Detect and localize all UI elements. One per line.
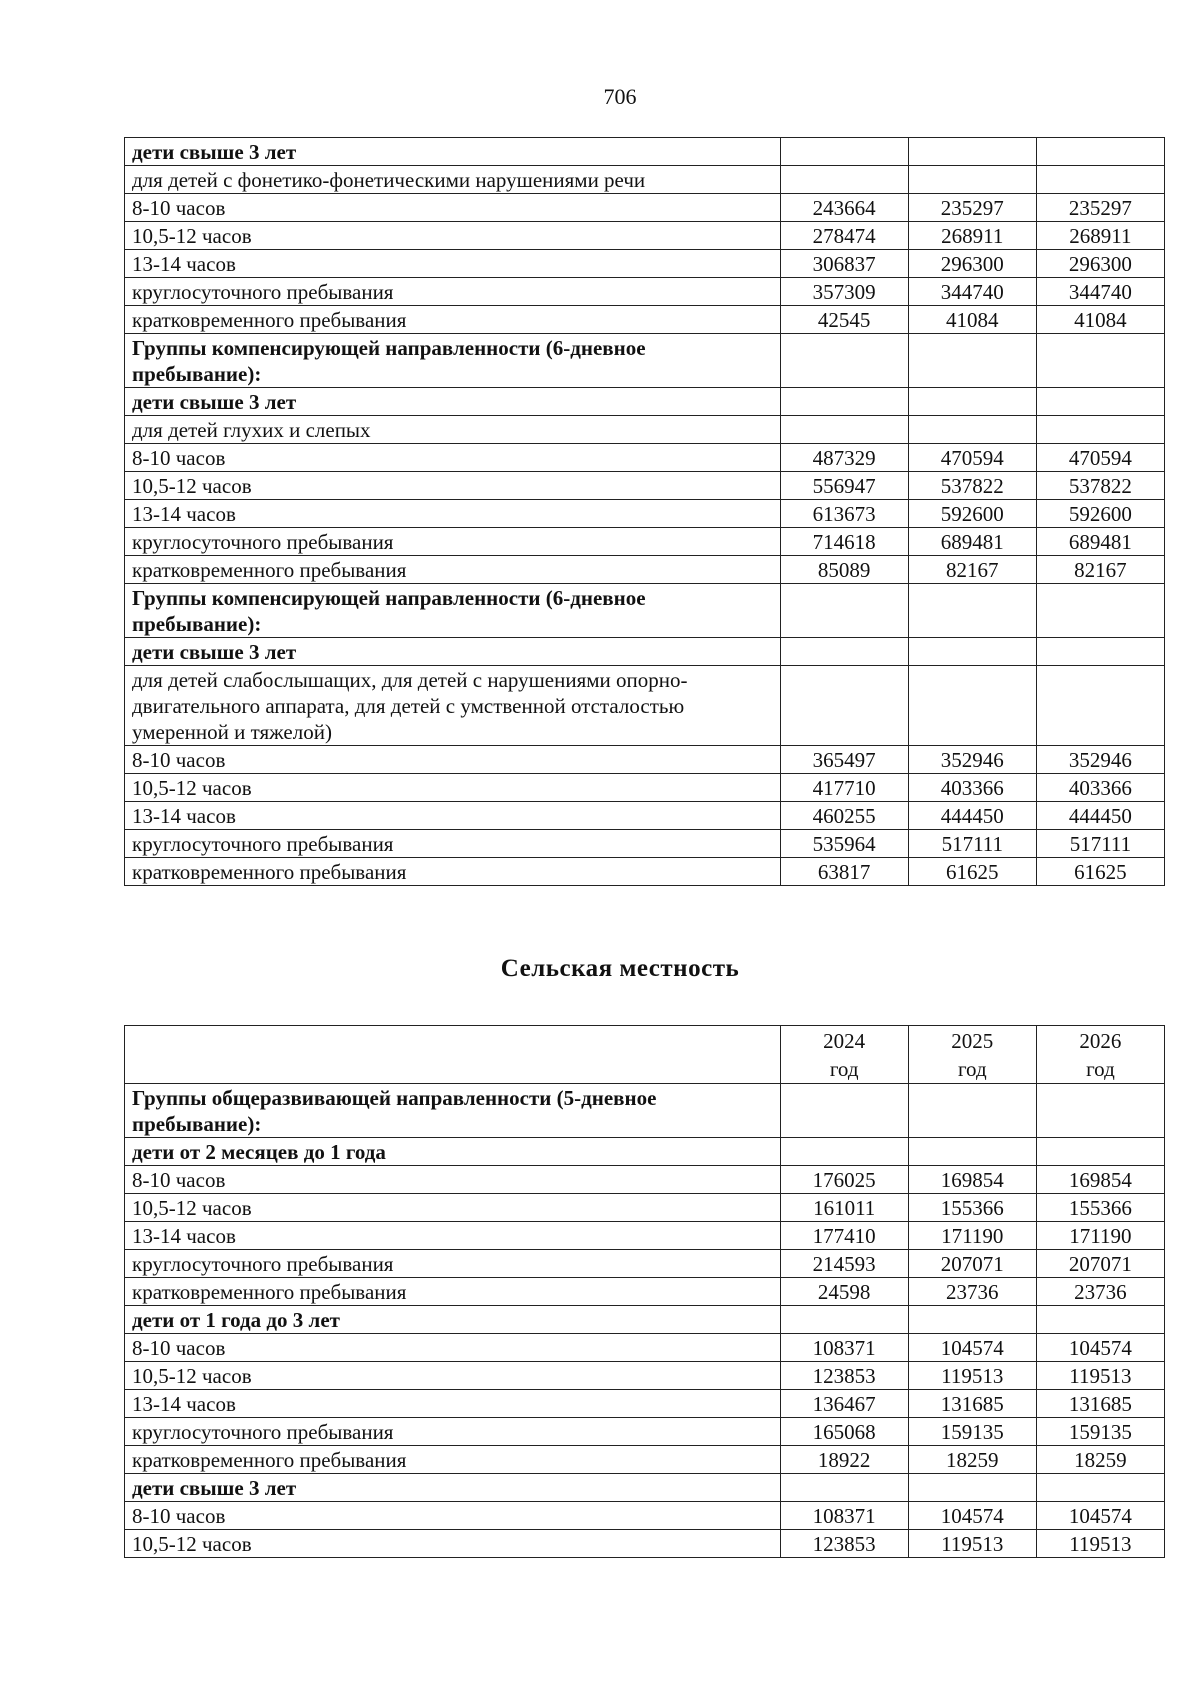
value-2026: 689481 [1036,528,1164,556]
table-row [125,278,1165,306]
table-header-row [125,1026,1165,1084]
value-2024: 136467 [780,1390,908,1418]
row-label: дети свыше 3 лет [125,138,781,166]
value-2025: 592600 [908,500,1036,528]
value-2025: 403366 [908,774,1036,802]
value-2026: 444450 [1036,802,1164,830]
row-label: 10,5-12 часов [125,774,781,802]
table-row [125,194,1165,222]
value-2025: 155366 [908,1194,1036,1222]
row-label: 13-14 часов [125,1390,781,1418]
value-2025 [908,584,1036,638]
row-label: дети свыше 3 лет [125,1474,781,1502]
header-year-2026: 2026 год [1036,1026,1164,1084]
value-2024: 42545 [780,306,908,334]
table-row [125,746,1165,774]
value-2025: 235297 [908,194,1036,222]
cost-table-urban-continued [124,137,1165,886]
row-label: круглосуточного пребывания [125,1418,781,1446]
value-2025 [908,638,1036,666]
table-row [125,472,1165,500]
value-2024: 165068 [780,1418,908,1446]
value-2025: 104574 [908,1502,1036,1530]
table-row [125,802,1165,830]
value-2026: 119513 [1036,1530,1164,1558]
value-2025 [908,138,1036,166]
table-row [125,528,1165,556]
header-year-2025: 2025 год [908,1026,1036,1084]
value-2025: 207071 [908,1250,1036,1278]
value-2024 [780,584,908,638]
value-2024: 63817 [780,858,908,886]
row-label: 8-10 часов [125,1334,781,1362]
table-row [125,1530,1165,1558]
value-2024: 714618 [780,528,908,556]
value-2026 [1036,1084,1164,1138]
table-row [125,1474,1165,1502]
value-2024 [780,416,908,444]
value-2026: 470594 [1036,444,1164,472]
value-2024: 365497 [780,746,908,774]
row-label: для детей слабослышащих, для детей с нарушениями опорно-двигательного аппарата, для детей с умственной отсталостью умеренной и тяжелой) [125,666,781,746]
value-2026 [1036,416,1164,444]
row-label: 13-14 часов [125,1222,781,1250]
row-label: Группы компенсирующей направленности (6-дневное пребывание): [125,334,781,388]
value-2025: 119513 [908,1362,1036,1390]
row-label: 10,5-12 часов [125,472,781,500]
value-2026: 171190 [1036,1222,1164,1250]
value-2026: 352946 [1036,746,1164,774]
value-2025: 689481 [908,528,1036,556]
value-2026 [1036,1138,1164,1166]
table-row [125,774,1165,802]
value-2026: 131685 [1036,1390,1164,1418]
value-2025: 444450 [908,802,1036,830]
value-2026 [1036,334,1164,388]
header-year-2024: 2024 год [780,1026,908,1084]
value-2024: 161011 [780,1194,908,1222]
value-2024: 123853 [780,1362,908,1390]
value-2026 [1036,138,1164,166]
row-label: кратковременного пребывания [125,1278,781,1306]
value-2026: 61625 [1036,858,1164,886]
value-2025 [908,334,1036,388]
value-2026 [1036,1474,1164,1502]
value-2024: 487329 [780,444,908,472]
row-label: кратковременного пребывания [125,306,781,334]
table-body [125,1084,1165,1558]
value-2026: 268911 [1036,222,1164,250]
table-row [125,830,1165,858]
value-2026 [1036,1306,1164,1334]
value-2026 [1036,666,1164,746]
value-2024: 243664 [780,194,908,222]
table-row [125,638,1165,666]
row-label: кратковременного пребывания [125,556,781,584]
value-2024: 278474 [780,222,908,250]
row-label: дети от 1 года до 3 лет [125,1306,781,1334]
value-2026: 235297 [1036,194,1164,222]
value-2024 [780,138,908,166]
value-2024 [780,1138,908,1166]
value-2025: 18259 [908,1446,1036,1474]
row-label: кратковременного пребывания [125,858,781,886]
value-2025 [908,166,1036,194]
value-2025: 537822 [908,472,1036,500]
table-row [125,1194,1165,1222]
value-2024: 123853 [780,1530,908,1558]
value-2025: 119513 [908,1530,1036,1558]
value-2024: 214593 [780,1250,908,1278]
row-label: для детей глухих и слепых [125,416,781,444]
value-2026: 344740 [1036,278,1164,306]
row-label: 10,5-12 часов [125,1362,781,1390]
row-label: для детей с фонетико-фонетическими нарушениями речи [125,166,781,194]
row-label: Группы компенсирующей направленности (6-дневное пребывание): [125,584,781,638]
table-row [125,556,1165,584]
value-2024 [780,1306,908,1334]
row-label: Группы общеразвивающей направленности (5-дневное пребывание): [125,1084,781,1138]
value-2024: 417710 [780,774,908,802]
value-2025: 169854 [908,1166,1036,1194]
table-row [125,1362,1165,1390]
table-body [125,138,1165,886]
table-row [125,1390,1165,1418]
value-2026 [1036,388,1164,416]
table-row [125,1334,1165,1362]
table-row [125,858,1165,886]
cost-table-rural [124,1025,1165,1558]
value-2024: 177410 [780,1222,908,1250]
table-row [125,138,1165,166]
value-2024: 176025 [780,1166,908,1194]
value-2026: 155366 [1036,1194,1164,1222]
header-label-cell [125,1026,781,1084]
value-2024: 18922 [780,1446,908,1474]
table-row [125,1084,1165,1138]
value-2026 [1036,638,1164,666]
table-row [125,334,1165,388]
value-2024: 108371 [780,1502,908,1530]
value-2025: 470594 [908,444,1036,472]
row-label: 13-14 часов [125,500,781,528]
row-label: 8-10 часов [125,746,781,774]
value-2024: 357309 [780,278,908,306]
row-label: дети свыше 3 лет [125,638,781,666]
value-2025: 131685 [908,1390,1036,1418]
value-2024 [780,388,908,416]
row-label: 13-14 часов [125,250,781,278]
table-row [125,500,1165,528]
value-2026: 207071 [1036,1250,1164,1278]
value-2024 [780,1084,908,1138]
table-row [125,1278,1165,1306]
value-2025: 159135 [908,1418,1036,1446]
value-2024 [780,666,908,746]
row-label: 10,5-12 часов [125,1194,781,1222]
value-2024: 24598 [780,1278,908,1306]
value-2025 [908,1306,1036,1334]
row-label: круглосуточного пребывания [125,1250,781,1278]
value-2024: 535964 [780,830,908,858]
table-row [125,416,1165,444]
value-2026 [1036,166,1164,194]
value-2024 [780,334,908,388]
table-row [125,1502,1165,1530]
value-2026: 169854 [1036,1166,1164,1194]
table-row [125,584,1165,638]
value-2025: 296300 [908,250,1036,278]
table-row [125,388,1165,416]
value-2026: 23736 [1036,1278,1164,1306]
row-label: круглосуточного пребывания [125,830,781,858]
row-label: круглосуточного пребывания [125,278,781,306]
value-2026: 296300 [1036,250,1164,278]
value-2025: 82167 [908,556,1036,584]
table-row [125,1138,1165,1166]
value-2026: 403366 [1036,774,1164,802]
table-row [125,1418,1165,1446]
section-title: Сельская местность [500,955,740,982]
value-2024: 306837 [780,250,908,278]
table-row [125,666,1165,746]
value-2026: 517111 [1036,830,1164,858]
value-2026: 104574 [1036,1334,1164,1362]
value-2025: 41084 [908,306,1036,334]
table-row [125,1222,1165,1250]
table-row [125,250,1165,278]
value-2025: 268911 [908,222,1036,250]
value-2024: 613673 [780,500,908,528]
row-label: круглосуточного пребывания [125,528,781,556]
value-2025: 517111 [908,830,1036,858]
table-row [125,444,1165,472]
row-label: 10,5-12 часов [125,222,781,250]
value-2026: 537822 [1036,472,1164,500]
value-2024: 556947 [780,472,908,500]
value-2024: 460255 [780,802,908,830]
value-2026: 41084 [1036,306,1164,334]
value-2025 [908,1138,1036,1166]
value-2025: 171190 [908,1222,1036,1250]
value-2025: 61625 [908,858,1036,886]
row-label: дети от 2 месяцев до 1 года [125,1138,781,1166]
value-2026: 159135 [1036,1418,1164,1446]
table-row [125,1166,1165,1194]
value-2024 [780,166,908,194]
value-2026: 119513 [1036,1362,1164,1390]
value-2024 [780,638,908,666]
table-row [125,1250,1165,1278]
value-2025 [908,388,1036,416]
value-2026 [1036,584,1164,638]
row-label: 10,5-12 часов [125,1530,781,1558]
value-2025: 23736 [908,1278,1036,1306]
row-label: 8-10 часов [125,444,781,472]
row-label: 8-10 часов [125,1502,781,1530]
row-label: 8-10 часов [125,1166,781,1194]
row-label: дети свыше 3 лет [125,388,781,416]
value-2025 [908,1474,1036,1502]
value-2025: 104574 [908,1334,1036,1362]
row-label: 13-14 часов [125,802,781,830]
value-2025 [908,666,1036,746]
table-row [125,1446,1165,1474]
table-row [125,166,1165,194]
value-2026: 82167 [1036,556,1164,584]
value-2025: 344740 [908,278,1036,306]
page-number: 706 [603,84,637,109]
value-2024: 108371 [780,1334,908,1362]
row-label: кратковременного пребывания [125,1446,781,1474]
value-2025: 352946 [908,746,1036,774]
value-2026: 18259 [1036,1446,1164,1474]
value-2024 [780,1474,908,1502]
table-row [125,1306,1165,1334]
value-2026: 104574 [1036,1502,1164,1530]
table-row [125,306,1165,334]
value-2026: 592600 [1036,500,1164,528]
value-2024: 85089 [780,556,908,584]
table-row [125,222,1165,250]
value-2025 [908,416,1036,444]
value-2025 [908,1084,1036,1138]
row-label: 8-10 часов [125,194,781,222]
